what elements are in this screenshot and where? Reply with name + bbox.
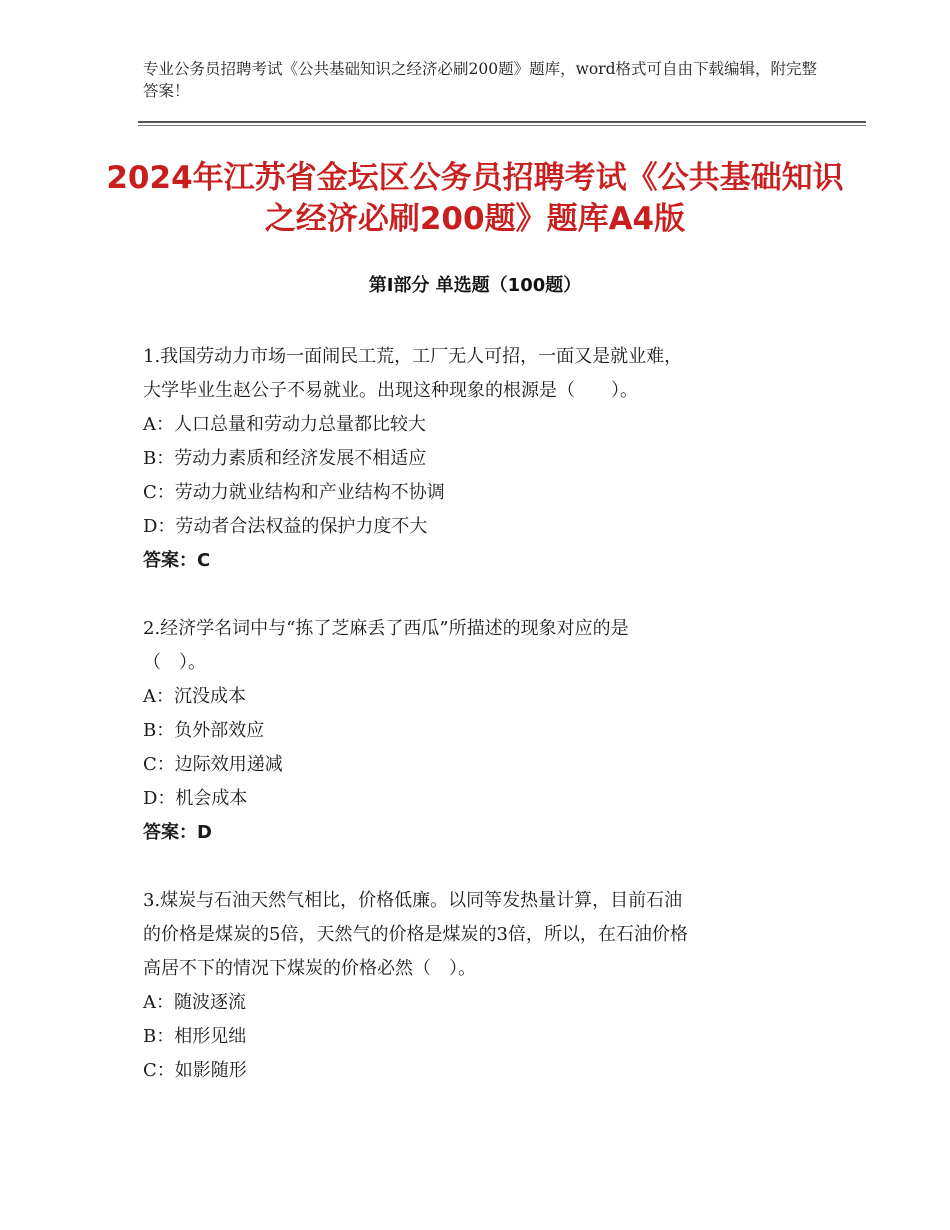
header-note: 专业公务员招聘考试《公共基础知识之经济必刷200题》题库，word格式可自由下载编辑，附完整答案！ [143, 60, 818, 100]
option-c: C：如影随形 [143, 1060, 247, 1081]
question-stem-line: 3.煤炭与石油天然气相比，价格低廉。以同等发热量计算，目前石油 [143, 890, 683, 911]
option-a: A：沉没成本 [143, 686, 246, 707]
answer-label: 答案：C [143, 550, 211, 571]
option-d: D：机会成本 [143, 788, 248, 809]
question-stem-line: 的价格是煤炭的5倍，天然气的价格是煤炭的3倍，所以，在石油价格 [143, 924, 688, 945]
question-1 [143, 340, 823, 578]
header-rule-thick [138, 121, 866, 123]
answer-label: 答案：D [143, 822, 212, 843]
option-c: C：劳动力就业结构和产业结构不协调 [143, 482, 445, 503]
option-d: D：劳动者合法权益的保护力度不大 [143, 516, 428, 537]
question-stem-line: 2.经济学名词中与“拣了芝麻丢了西瓜”所描述的现象对应的是 [143, 618, 629, 639]
document-title: 2024年江苏省金坛区公务员招聘考试《公共基础知识之经济必刷200题》题库A4版 [106, 160, 844, 237]
option-b: B：劳动力素质和经济发展不相适应 [143, 448, 427, 469]
question-stem-line: （ ）。 [143, 652, 206, 673]
question-stem-line: 高居不下的情况下煤炭的价格必然（ ）。 [143, 958, 476, 979]
question-2 [143, 612, 823, 850]
option-a: A：随波逐流 [143, 992, 246, 1013]
option-b: B：相形见绌 [143, 1026, 247, 1047]
question-stem-line: 大学毕业生赵公子不易就业。出现这种现象的根源是（ ）。 [143, 380, 638, 401]
part-heading: 第Ⅰ部分 单选题（100题） [368, 275, 582, 296]
option-b: B：负外部效应 [143, 720, 265, 741]
question-list [143, 340, 823, 1122]
option-c: C：边际效用递减 [143, 754, 283, 775]
question-3 [143, 884, 823, 1088]
header-rule-thin [138, 125, 866, 126]
question-stem-line: 1.我国劳动力市场一面闹民工荒，工厂无人可招，一面又是就业难， [143, 346, 683, 367]
option-a: A：人口总量和劳动力总量都比较大 [143, 414, 426, 435]
